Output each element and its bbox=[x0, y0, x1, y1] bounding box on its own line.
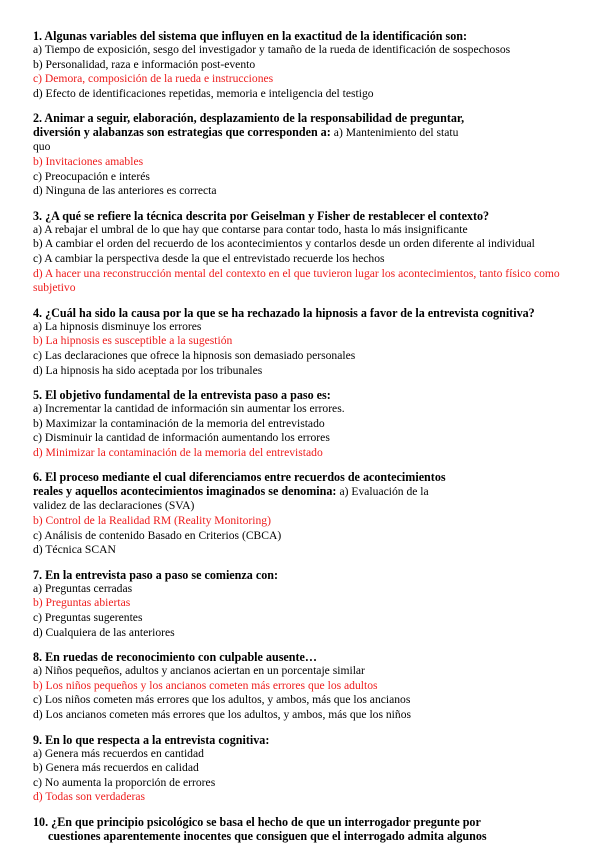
question-4-title: 4. ¿Cuál ha sido la causa por la que se ha rechazado la hipnosis a favor de la entrevista cognitiva? bbox=[33, 305, 535, 320]
question-2-option-c: c) Preocupación e interés bbox=[33, 169, 150, 183]
question-2-title-text: diversión y alabanzas son estrategias que corresponden a: bbox=[33, 125, 331, 140]
question-4 bbox=[33, 306, 580, 378]
question-2-option-a-start: a) Mantenimiento del statu bbox=[333, 126, 459, 140]
question-10-title-line1: 10. ¿En que principio psicológico se basa el hecho de que un interrogador pregunte por bbox=[33, 814, 481, 829]
question-6-option-d: d) Técnica SCAN bbox=[33, 543, 116, 557]
question-10-title-line2: cuestiones aparentemente inocentes que consiguen que el interrogado admita algunos bbox=[48, 828, 487, 843]
question-3-option-d-correct: d) A hacer una reconstrucción mental del contexto en el que tuvieron lugar los acontecimientos, tanto físico como subjetivo bbox=[33, 266, 560, 295]
question-8-option-d: d) Los ancianos cometen más errores que los adultos, y ambos, más que los niños bbox=[33, 708, 412, 721]
question-7-option-c: c) Preguntas sugerentes bbox=[33, 611, 143, 625]
question-7 bbox=[33, 568, 580, 640]
question-7-option-b-correct: b) Preguntas abiertas bbox=[33, 596, 131, 610]
question-8-option-c: c) Los niños cometen más errores que los adultos, y ambos, más que los ancianos bbox=[33, 693, 411, 707]
question-5 bbox=[33, 388, 580, 460]
question-4-option-b-correct: b) La hipnosis es susceptible a la sugestión bbox=[33, 334, 233, 348]
question-3-title: 3. ¿A qué se refiere la técnica descrita por Geiselman y Fisher de restablecer el contexto? bbox=[33, 208, 490, 223]
question-9-option-d-correct: d) Todas son verdaderas bbox=[33, 790, 145, 804]
question-8 bbox=[33, 650, 580, 722]
question-9-title: 9. En lo que respecta a la entrevista cognitiva: bbox=[33, 732, 270, 747]
question-3 bbox=[33, 209, 580, 296]
question-6-option-a-start: a) Evaluación de la bbox=[339, 485, 429, 499]
question-9-option-c: c) No aumenta la proporción de errores bbox=[33, 775, 216, 789]
question-9-option-a: a) Genera más recuerdos en cantidad bbox=[33, 746, 204, 760]
question-1 bbox=[33, 29, 580, 101]
question-8-option-a: a) Niños pequeños, adultos y ancianos aciertan en un porcentaje similar bbox=[33, 664, 365, 678]
question-2-title-line1: 2. Animar a seguir, elaboración, desplazamiento de la responsabilidad de preguntar, bbox=[33, 111, 465, 126]
question-2-option-d: d) Ninguna de las anteriores es correcta bbox=[33, 184, 217, 198]
question-6-title-line2 bbox=[33, 484, 580, 499]
question-6-option-c: c) Análisis de contenido Basado en Criterios (CBCA) bbox=[33, 528, 282, 542]
question-6 bbox=[33, 470, 580, 557]
question-4-option-c: c) Las declaraciones que ofrece la hipnosis son demasiado personales bbox=[33, 348, 356, 362]
question-5-option-a: a) Incrementar la cantidad de información sin aumentar los errores. bbox=[33, 402, 345, 416]
question-1-option-a: a) Tiempo de exposición, sesgo del investigador y tamaño de la rueda de identificación de sospechosos bbox=[33, 43, 511, 56]
question-4-option-d: d) La hipnosis ha sido aceptada por los tribunales bbox=[33, 363, 263, 377]
question-3-option-b: b) A cambiar el orden del recuerdo de los acontecimientos y contarlos desde un orden diferente al individual bbox=[33, 237, 535, 251]
question-3-option-c: c) A cambiar la perspectiva desde la que el entrevistado recuerde los hechos bbox=[33, 251, 385, 265]
question-7-option-d: d) Cualquiera de las anteriores bbox=[33, 625, 175, 639]
question-4-option-a: a) La hipnosis disminuye los errores bbox=[33, 319, 202, 333]
question-5-option-d-correct: d) Minimizar la contaminación de la memoria del entrevistado bbox=[33, 445, 323, 459]
question-1-title: 1. Algunas variables del sistema que influyen en la exactitud de la identificación son: bbox=[33, 29, 468, 43]
question-6-title-line1: 6. El proceso mediante el cual diferenciamos entre recuerdos de acontecimientos bbox=[33, 470, 446, 485]
question-7-title: 7. En la entrevista paso a paso se comienza con: bbox=[33, 567, 279, 582]
question-8-option-b-correct: b) Los niños pequeños y los ancianos cometen más errores que los adultos bbox=[33, 678, 378, 692]
question-9-option-b: b) Genera más recuerdos en calidad bbox=[33, 761, 199, 775]
question-2-option-b-correct: b) Invitaciones amables bbox=[33, 154, 144, 168]
question-6-option-b-correct: b) Control de la Realidad RM (Reality Monitoring) bbox=[33, 514, 271, 528]
question-6-option-a-end: validez de las declaraciones (SVA) bbox=[33, 499, 195, 513]
question-8-title: 8. En ruedas de reconocimiento con culpable ausente… bbox=[33, 650, 317, 665]
question-10 bbox=[33, 815, 580, 843]
question-3-option-a: a) A rebajar el umbral de lo que hay que contarse para contar todo, hasta lo más insignificante bbox=[33, 222, 468, 236]
question-5-option-c: c) Disminuir la cantidad de información aumentando los errores bbox=[33, 431, 330, 445]
question-7-option-a: a) Preguntas cerradas bbox=[33, 581, 133, 595]
question-2-option-a-end: quo bbox=[33, 140, 51, 154]
question-5-title: 5. El objetivo fundamental de la entrevista paso a paso es: bbox=[33, 388, 331, 403]
question-6-title-text: reales y aquellos acontecimientos imaginados se denomina: bbox=[33, 484, 337, 499]
question-1-option-d: d) Efecto de identificaciones repetidas, memoria e inteligencia del testigo bbox=[33, 86, 374, 100]
question-5-option-b: b) Maximizar la contaminación de la memoria del entrevistado bbox=[33, 416, 325, 430]
question-2 bbox=[33, 111, 580, 198]
question-1-option-b: b) Personalidad, raza e información post-evento bbox=[33, 57, 256, 71]
question-9 bbox=[33, 733, 580, 805]
question-1-option-c-correct: c) Demora, composición de la rueda e instrucciones bbox=[33, 72, 274, 86]
question-2-title-line2 bbox=[33, 125, 580, 140]
